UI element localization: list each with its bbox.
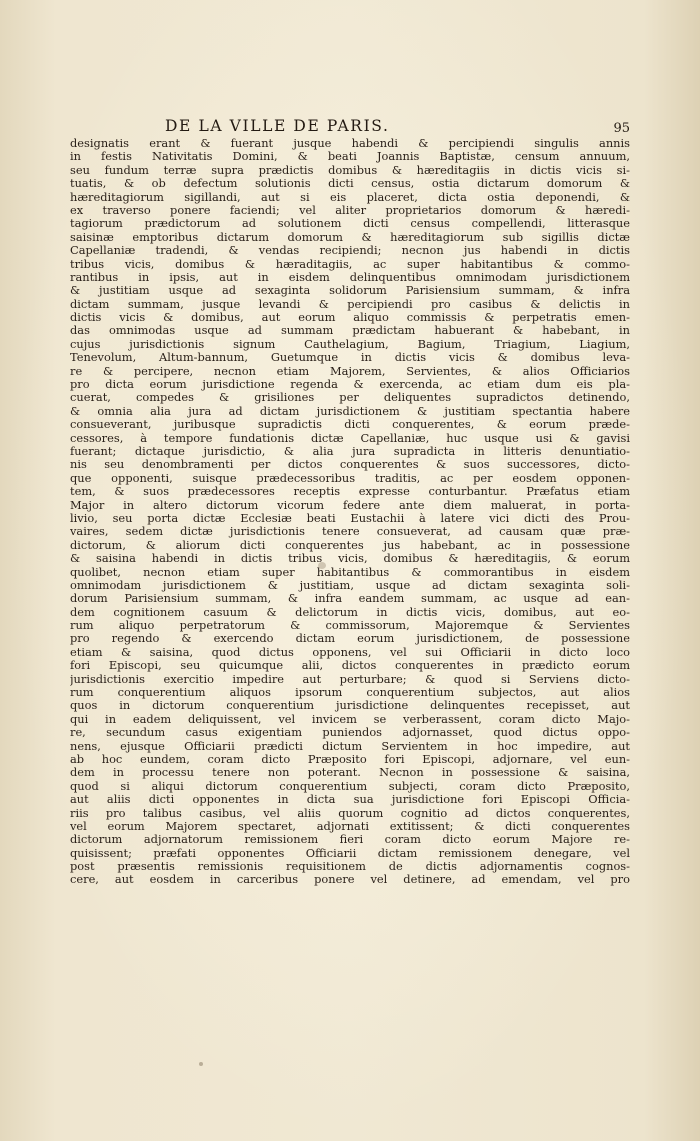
- text-line: quisissent; præfati opponentes Officiarii dictam remissionem denegare, vel: [70, 846, 630, 860]
- text-line: quod si aliqui dictorum conquerentium subjecti, coram dicto Præposito,: [70, 779, 630, 793]
- text-line: in festis Nativitatis Domini, & beati Joannis Baptistæ, censum annuum,: [70, 150, 630, 164]
- text-line: rum conquerentium aliquos ipsorum conquerentium subjectos, aut alios: [70, 686, 630, 700]
- text-line: dictis vicis & domibus, aut eorum aliquo commissis & perpetratis emen-: [70, 311, 630, 325]
- body-text: [70, 137, 630, 887]
- text-line: nens, ejusque Officiarii prædicti dictum Servientem in hoc impedire, aut: [70, 739, 630, 753]
- text-line: re, secundum casus exigentiam puniendos adjornasset, quod dictus oppo-: [70, 726, 630, 740]
- text-line: ab hoc eundem, coram dicto Præposito fori Episcopi, adjornare, vel eun-: [70, 752, 630, 766]
- text-line: jurisdictionis exercitio impedire aut perturbare; & quod si Serviens dicto-: [70, 672, 630, 686]
- text-line: & justitiam usque ad sexaginta solidorum Parisiensium summam, & infra: [70, 284, 630, 298]
- text-line: & omnia alia jura ad dictam jurisdictionem & justitiam spectantia habere: [70, 404, 630, 418]
- text-line: pro regendo & exercendo dictam eorum jurisdictionem, de possessione: [70, 632, 630, 646]
- text-line: ex traverso ponere faciendi; vel aliter proprietarios domorum & hæredi-: [70, 203, 630, 217]
- text-line: re & percipere, necnon etiam Majorem, Servientes, & alios Officiarios: [70, 364, 630, 378]
- text-line: cere, aut eosdem in carceribus ponere vel detinere, ad emendam, vel pro: [70, 873, 630, 887]
- text-line: consueverant, juribusque supradictis dicti conquerentes, & eorum præde-: [70, 418, 630, 432]
- text-line: cujus jurisdictionis signum Cauthelagium, Bagium, Triagium, Liagium,: [70, 337, 630, 351]
- text-line: omnimodam jurisdictionem & justitiam, usque ad dictam sexaginta soli-: [70, 578, 630, 592]
- text-line: das omnimodas usque ad summam prædictam habuerant & habebant, in: [70, 324, 630, 338]
- text-line: vel eorum Majorem spectaret, adjornati extitissent; & dicti conquerentes: [70, 819, 630, 833]
- text-line: que opponenti, suisque prædecessoribus traditis, ac per eosdem opponen-: [70, 471, 630, 485]
- text-line: Tenevolum, Altum-bannum, Guetumque in dictis vicis & domibus leva-: [70, 351, 630, 365]
- text-line: etiam & saisina, quod dictus opponens, vel sui Officiarii in dicto loco: [70, 645, 630, 659]
- text-line: tagiorum prædictorum ad solutionem dicti census compellendi, litterasque: [70, 217, 630, 231]
- page-number: 95: [613, 121, 630, 136]
- text-line: cuerat, compedes & grisiliones per deliquentes supradictos detinendo,: [70, 391, 630, 405]
- text-line: tuatis, & ob defectum solutionis dicti census, ostia dictarum domorum &: [70, 177, 630, 191]
- text-line: seu fundum terræ supra prædictis domibus & hæreditagiis in dictis vicis si-: [70, 163, 630, 177]
- text-line: post præsentis remissionis requisitionem de dictis adjornamentis cognos-: [70, 860, 630, 874]
- text-line: saisinæ emptoribus dictarum domorum & hæreditagiorum sub sigillis dictæ: [70, 230, 630, 244]
- text-line: nis seu denombramenti per dictos conquerentes & suos successores, dicto-: [70, 458, 630, 472]
- text-line: qui in eadem deliquissent, vel invicem se verberassent, coram dicto Majo-: [70, 712, 630, 726]
- text-line: Major in altero dictorum vicorum federe ante diem maluerat, in porta-: [70, 498, 630, 512]
- text-line: & saisina habendi in dictis tribus vicis, domibus & hæreditagiis, & eorum: [70, 552, 630, 566]
- text-line: tribus vicis, domibus & hæraditagiis, ac super habitantibus & commo-: [70, 257, 630, 271]
- text-line: designatis erant & fuerant jusque habendi & percipiendi singulis annis: [70, 137, 630, 150]
- page-header: [70, 117, 630, 137]
- text-line: vaires, sedem dictæ jurisdictionis tenere consueverat, ad causam quæ præ-: [70, 525, 630, 539]
- text-line: cessores, à tempore fundationis dictæ Capellaniæ, huc usque usi & gavisi: [70, 431, 630, 445]
- ink-spot: [199, 1062, 203, 1066]
- text-line: aut aliis dicti opponentes in dicta sua jurisdictione fori Episcopi Officia-: [70, 793, 630, 807]
- text-line: dictorum adjornatorum remissionem fieri coram dicto eorum Majore re-: [70, 833, 630, 847]
- text-line: rum aliquo perpetratorum & commissorum, Majoremque & Servientes: [70, 619, 630, 633]
- text-line: pro dicta eorum jurisdictione regenda & exercenda, ac etiam dum eis pla-: [70, 378, 630, 392]
- text-line: dem cognitionem casuum & delictorum in dictis vicis, domibus, aut eo-: [70, 605, 630, 619]
- ink-smudge: [318, 562, 326, 569]
- text-line: fori Episcopi, seu quicumque alii, dictos conquerentes in prædicto eorum: [70, 659, 630, 673]
- text-line: dorum Parisiensium summam, & infra eandem summam, ac usque ad ean-: [70, 592, 630, 606]
- text-line: livio, seu porta dictæ Ecclesiæ beati Eustachii à latere vici dicti des Prou-: [70, 511, 630, 525]
- text-line: tem, & suos prædecessores receptis expresse conturbantur. Præfatus etiam: [70, 485, 630, 499]
- text-line: Capellaniæ tradendi, & vendas recipiendi; necnon jus habendi in dictis: [70, 244, 630, 258]
- text-line: dictorum, & aliorum dicti conquerentes jus habebant, ac in possessione: [70, 538, 630, 552]
- text-line: dem in processu tenere non poterant. Necnon in possessione & saisina,: [70, 766, 630, 780]
- text-line: fuerant; dictaque jurisdictio, & alia jura supradicta in litteris denuntiatio-: [70, 444, 630, 458]
- text-line: rantibus in ipsis, aut in eisdem delinquentibus omnimodam jurisdictionem: [70, 270, 630, 284]
- text-line: dictam summam, jusque levandi & percipiendi pro casibus & delictis in: [70, 297, 630, 311]
- running-title: DE LA VILLE DE PARIS.: [165, 117, 390, 135]
- text-line: hæreditagiorum sigillandi, aut si eis placeret, dicta ostia deponendi, &: [70, 190, 630, 204]
- text-line: riis pro talibus casibus, vel aliis quorum cognitio ad dictos conquerentes,: [70, 806, 630, 820]
- text-line: quos in dictorum conquerentium jurisdictione delinquentes recepisset, aut: [70, 699, 630, 713]
- text-line: quolibet, necnon etiam super habitantibus & commorantibus in eisdem: [70, 565, 630, 579]
